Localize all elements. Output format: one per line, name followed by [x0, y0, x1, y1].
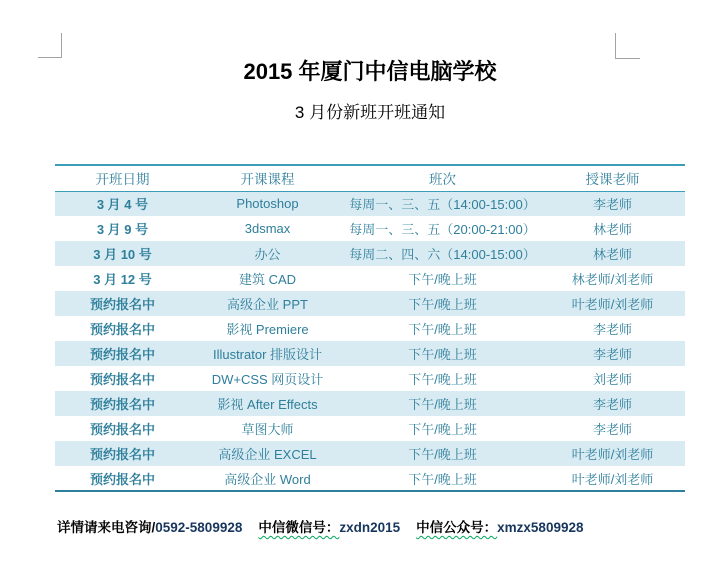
cell-teacher: 叶老师/刘老师 [571, 471, 654, 487]
cell-schedule: 下午/晚上班 [408, 471, 477, 487]
col-header-course: 开课课程 [240, 172, 295, 188]
cell-teacher: 李老师 [592, 347, 632, 362]
cell-start-date: 3 月 4 号 [96, 197, 149, 213]
table-header-row [55, 165, 685, 191]
cell-start-date: 3 月 9 号 [96, 222, 149, 237]
page-title: 2015 年厦门中信电脑学校 [243, 59, 497, 84]
cell-course: 高级企业 Word [224, 471, 311, 487]
footer-contact-label: 详情请来电咨询/ [57, 520, 156, 535]
cell-teacher: 李老师 [592, 397, 632, 412]
cell-schedule: 下午/晚上班 [408, 297, 477, 312]
footer-contact-line [57, 518, 687, 538]
cell-start-date: 3 月 10 号 [93, 247, 152, 262]
cell-teacher: 刘老师 [592, 372, 632, 387]
table-row [55, 241, 685, 266]
cell-start-date: 预约报名中 [89, 347, 155, 362]
cell-schedule: 下午/晚上班 [408, 272, 477, 287]
cell-course: Illustrator 排版设计 [212, 347, 323, 362]
cell-start-date: 3 月 12 号 [93, 272, 152, 287]
cell-course: 高级企业 PPT [227, 297, 308, 312]
cell-course: 影视 After Effects [217, 397, 318, 412]
table-row [55, 441, 685, 466]
table-row [55, 466, 685, 491]
cell-schedule: 下午/晚上班 [408, 397, 477, 412]
cell-teacher: 李老师 [592, 197, 632, 213]
table-row [55, 366, 685, 391]
cell-teacher: 林老师 [592, 222, 632, 237]
cell-teacher: 林老师 [592, 247, 632, 262]
table-row [55, 391, 685, 416]
table-row [55, 291, 685, 316]
page-subtitle: 3 月份新班开班通知 [294, 103, 446, 122]
cell-schedule: 每周一、三、五（20:00-21:00） [349, 222, 536, 237]
cell-schedule: 下午/晚上班 [408, 447, 477, 462]
footer-official-account-id: xmzx5809928 [497, 520, 584, 535]
cell-course: 草图大师 [241, 422, 294, 437]
cell-start-date: 预约报名中 [89, 297, 155, 312]
col-header-teacher: 授课老师 [585, 172, 640, 188]
cell-course: 3dsmax [244, 221, 291, 236]
col-header-start-date: 开班日期 [95, 172, 150, 188]
footer-official-account-label: 中信公众号： [416, 520, 498, 535]
table-row [55, 341, 685, 366]
cell-course: 办公 [254, 247, 281, 262]
cell-teacher: 林老师/刘老师 [571, 272, 654, 287]
footer-wechat-label: 中信微信号： [258, 520, 340, 535]
cell-course: 建筑 CAD [238, 272, 297, 287]
cell-schedule: 每周一、三、五（14:00-15:00） [349, 197, 536, 213]
cell-schedule: 下午/晚上班 [408, 372, 477, 387]
cell-schedule: 下午/晚上班 [408, 422, 477, 437]
cell-start-date: 预约报名中 [89, 397, 155, 412]
cell-teacher: 李老师 [592, 422, 632, 437]
cell-teacher: 叶老师/刘老师 [571, 297, 654, 312]
cell-teacher: 李老师 [592, 322, 632, 337]
table-row [55, 216, 685, 241]
table-row [55, 191, 685, 216]
cell-teacher: 叶老师/刘老师 [571, 447, 654, 462]
cell-start-date: 预约报名中 [89, 471, 155, 487]
table-row [55, 266, 685, 291]
table-row [55, 416, 685, 441]
cell-schedule: 下午/晚上班 [408, 322, 477, 337]
cell-start-date: 预约报名中 [89, 422, 155, 437]
cell-start-date: 预约报名中 [89, 322, 155, 337]
cell-course: DW+CSS 网页设计 [211, 372, 324, 387]
col-header-schedule: 班次 [429, 172, 456, 188]
cell-course: 高级企业 EXCEL [218, 447, 317, 462]
cell-start-date: 预约报名中 [89, 447, 155, 462]
footer-wechat-id: zxdn2015 [339, 520, 401, 535]
cell-course: 影视 Premiere [226, 322, 309, 337]
cell-start-date: 预约报名中 [89, 372, 155, 387]
class-schedule-table [55, 164, 685, 492]
cell-course: Photoshop [236, 196, 299, 212]
footer-phone-number: 0592-5809928 [155, 520, 243, 535]
margin-corner-mark-top-right [615, 33, 640, 59]
cell-schedule: 每周二、四、六（14:00-15:00） [349, 247, 536, 262]
margin-corner-mark-top-left [38, 33, 62, 58]
table-row [55, 316, 685, 341]
cell-schedule: 下午/晚上班 [408, 347, 477, 362]
